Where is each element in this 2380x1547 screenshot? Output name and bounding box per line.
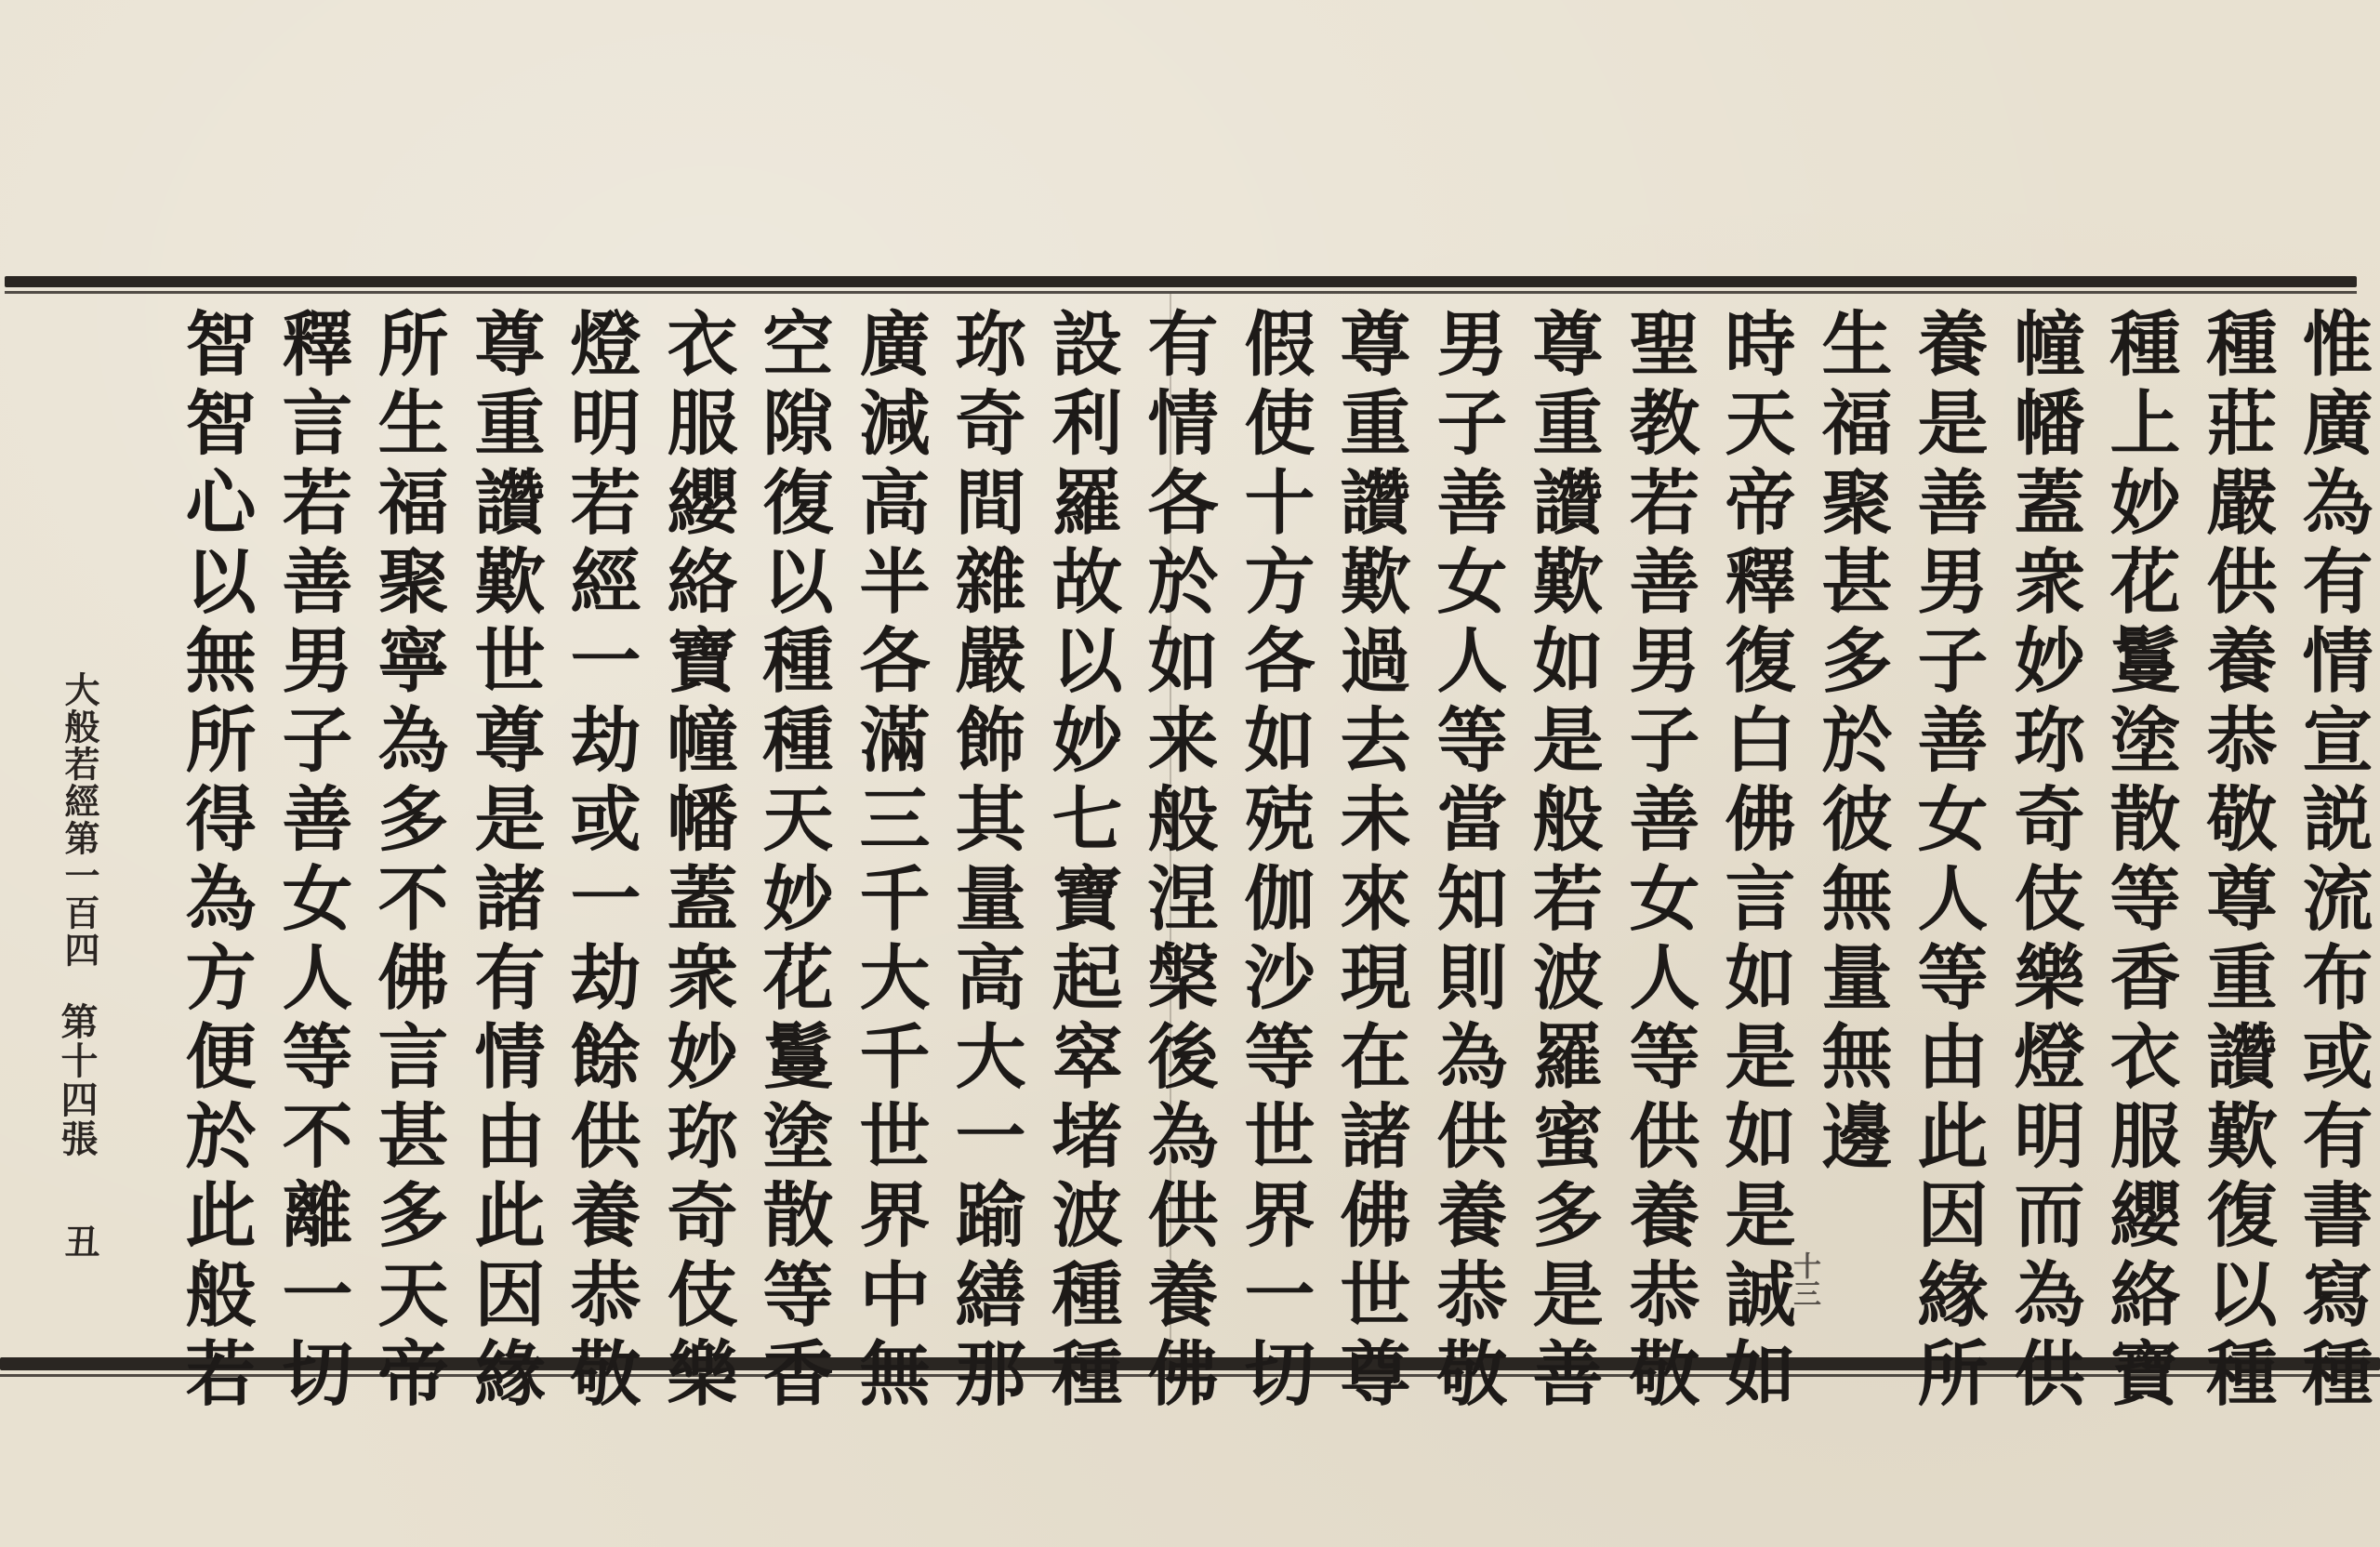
cyclic-sign-margin: 丑: [59, 1223, 100, 1259]
text-column: 衣服纓絡寶幢幡蓋衆妙珎奇伎樂: [655, 307, 738, 1416]
text-column: 珎奇間雜嚴飾其量高大一踰繕那: [944, 307, 1026, 1416]
text-column: 所生福聚寧為多不佛言甚多天帝: [366, 307, 449, 1416]
text-column: 有情各於如来般涅槃後為供養佛: [1136, 307, 1219, 1416]
sheet-number-margin: 第十四張: [55, 1002, 99, 1158]
text-column: 空隙復以種種天妙花鬘塗散等香: [751, 307, 834, 1416]
text-column: 設利羅故以妙七寶起窣堵波種種: [1040, 307, 1123, 1416]
text-column: 聖教若善男子善女人等供養恭敬: [1618, 307, 1700, 1416]
text-column: 假使十方各如殑伽沙等世界一切: [1233, 307, 1316, 1416]
text-column: 智智心以無所得為方便於此般若: [174, 307, 257, 1416]
text-column: 惟廣為有情宣説流布或有書寫種: [2291, 307, 2373, 1416]
text-column: 燈明若經一劫或一劫餘供養恭敬: [559, 307, 641, 1416]
text-column: 釋言若善男子善女人等不離一切: [271, 307, 353, 1416]
text-column: 尊重讚歎過去未來現在諸佛世尊: [1329, 307, 1411, 1416]
text-column: 廣減高半各滿三千大千世界中無: [848, 307, 931, 1416]
text-column: 養是善男子善女人等由此因緣所: [1906, 307, 1989, 1416]
text-column: 男子善女人等當知則為供養恭敬: [1425, 307, 1508, 1416]
text-column: 尊重讚歎世尊是諸有情由此因緣: [463, 307, 546, 1416]
faint-mid-mark: 十三: [1788, 1251, 1820, 1307]
text-column: 種莊嚴供養恭敬尊重讚歎復以種: [2195, 307, 2278, 1416]
sutra-title-margin: 大般若經第一百四: [59, 671, 100, 969]
text-column: 種上妙花鬘塗散等香衣服纓絡寶: [2098, 307, 2181, 1416]
top-border-line: [5, 276, 2357, 287]
text-column: 尊重讚歎如是般若波羅蜜多是善: [1521, 307, 1604, 1416]
top-border-line-inner: [5, 291, 2357, 294]
text-column: 幢幡蓋衆妙珎奇伎樂燈明而為供: [2003, 307, 2085, 1416]
text-column: 時天帝釋復白佛言如是如是誠如: [1713, 307, 1796, 1416]
text-column: 生福聚甚多於彼無量無邊: [1810, 307, 1893, 1179]
